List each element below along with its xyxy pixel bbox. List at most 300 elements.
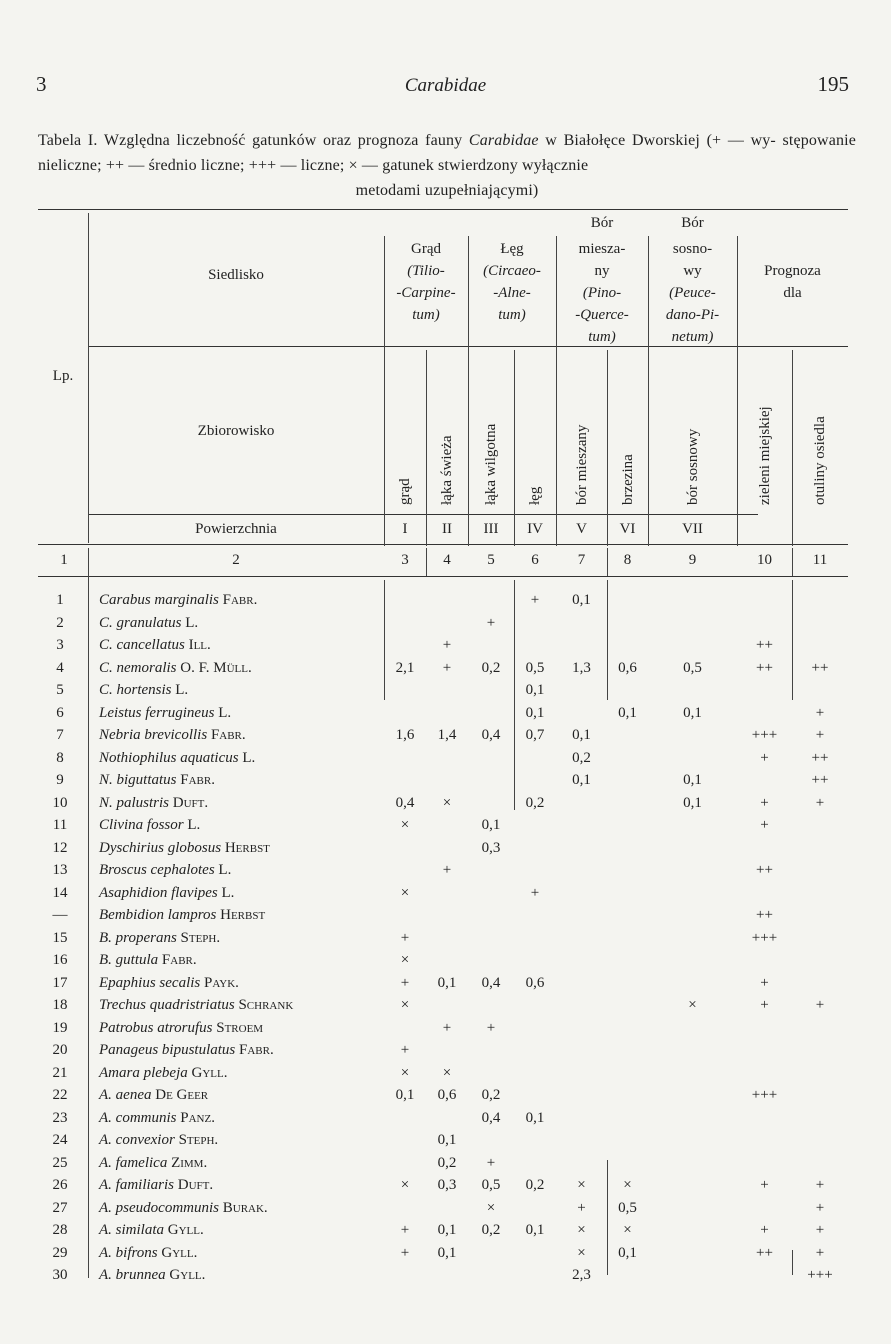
table-row: [0, 657, 891, 679]
species-binomial: Patrobus atrorufus: [99, 1019, 213, 1036]
row-number: 11: [52, 817, 68, 833]
species-name: [99, 1062, 227, 1084]
row-number: 19: [52, 1019, 68, 1036]
species-binomial: Leistus ferrugineus: [99, 704, 215, 721]
table-cell: ++: [811, 749, 829, 766]
table-row: [0, 882, 891, 904]
table-cell: +: [486, 1154, 496, 1171]
table-cell: 1,3: [572, 659, 591, 676]
species-author: Duft.: [177, 1177, 214, 1193]
species-name: [99, 994, 293, 1016]
species-name: [99, 882, 234, 904]
leg-label: Łęg: [500, 241, 524, 257]
table-cell: +: [815, 794, 825, 811]
species-author: Fabr.: [239, 1042, 274, 1058]
table-cell: 0,5: [481, 1177, 501, 1193]
column-number: 4: [443, 552, 451, 568]
surface-label: VI: [619, 521, 636, 537]
row-number: 25: [52, 1154, 68, 1171]
leg-latin-2: -Alne-: [493, 285, 531, 301]
species-author: L.: [221, 884, 235, 901]
species-binomial: C. cancellatus: [99, 637, 185, 653]
column-number: 10: [757, 552, 772, 568]
surface-label: II: [442, 521, 452, 537]
table-cell: +: [486, 1019, 496, 1036]
grad-label: Grąd: [411, 241, 441, 257]
table-cell: +: [815, 1199, 825, 1216]
row-number: 2: [56, 614, 64, 631]
table-cell: ×: [623, 1222, 632, 1238]
species-name: [99, 927, 220, 949]
species-author: Schrank: [238, 997, 294, 1013]
table-row: [0, 702, 891, 724]
table-row: [0, 949, 891, 971]
community-label: brzezina: [619, 454, 636, 505]
table-cell: ×: [623, 1177, 632, 1193]
table-cell: 0,1: [395, 1087, 415, 1103]
surface-label: V: [576, 521, 587, 537]
column-number: 7: [577, 552, 586, 568]
surface-label: I: [402, 521, 408, 537]
page-number: 195: [817, 72, 849, 96]
row-number: 1: [56, 592, 64, 608]
section-number: 3: [36, 72, 47, 96]
species-binomial: A. communis: [99, 1109, 177, 1126]
table-cell: 0,1: [437, 974, 457, 991]
header-zbiorowisko: Zbiorowisko: [197, 423, 275, 439]
species-binomial: Nebria brevicollis: [99, 727, 208, 743]
bs-latin-1: (Peuce-: [669, 285, 716, 301]
table-cell: 1,4: [437, 727, 457, 743]
table-cell: 0,7: [525, 727, 545, 743]
row-number: 16: [52, 952, 68, 968]
species-binomial: N. biguttatus: [99, 772, 177, 788]
species-author: Ill.: [188, 637, 211, 653]
species-binomial: C. granulatus: [99, 614, 182, 631]
row-number: 30: [52, 1267, 68, 1283]
table-cell: 0,2: [481, 1222, 501, 1238]
community-label: grąd: [397, 478, 413, 505]
species-name: [99, 612, 198, 634]
table-row: [0, 1264, 891, 1286]
species-name: [99, 1107, 215, 1129]
row-number: 3: [56, 637, 64, 653]
species-author: Gyll.: [169, 1267, 206, 1283]
table-cell: +: [815, 1244, 825, 1261]
species-binomial: A. similata: [99, 1222, 165, 1238]
species-binomial: Carabus marginalis: [99, 592, 219, 608]
caption-text-cont: w Białołęce Dworskiej (+ — wy-: [538, 132, 776, 149]
row-number: 27: [52, 1199, 68, 1216]
species-author: Fabr.: [161, 952, 197, 968]
table-cell: ++: [756, 907, 773, 923]
row-number: —: [52, 907, 68, 923]
species-name: [99, 1264, 205, 1286]
table-cell: 0,1: [525, 1222, 545, 1238]
table-cell: +++: [751, 1087, 778, 1103]
bs-label-1: Bór: [681, 215, 704, 231]
table-cell: 0,5: [683, 659, 702, 676]
grad-latin-3: tum): [412, 307, 440, 323]
species-binomial: Amara plebeja: [99, 1064, 188, 1081]
table-cell: +: [760, 997, 769, 1013]
species-author: Stroem: [216, 1019, 264, 1036]
community-label: łęg: [527, 486, 543, 505]
table-cell: ×: [688, 997, 697, 1013]
table-cell: +: [400, 1222, 410, 1238]
row-number: 7: [56, 727, 64, 743]
row-number: 10: [52, 794, 68, 811]
table-cell: 0,2: [572, 749, 591, 766]
species-author: Gyll.: [191, 1064, 228, 1081]
prognoza-label: Prognoza: [764, 263, 821, 279]
table-cell: ++: [756, 659, 773, 676]
row-number: 23: [52, 1109, 68, 1126]
species-binomial: A. familiaris: [99, 1177, 175, 1193]
table-cell: +: [442, 862, 452, 878]
table-cell: 0,6: [618, 659, 637, 676]
table-cell: ++: [811, 772, 829, 788]
species-name: [99, 859, 231, 881]
row-number: 5: [56, 682, 64, 698]
species-binomial: N. palustris: [99, 794, 170, 811]
grad-latin-1: (Tilio-: [407, 263, 445, 279]
species-name: [99, 679, 188, 701]
table-cell: 0,2: [481, 659, 501, 676]
column-number: 6: [531, 552, 539, 568]
species-binomial: Epaphius secalis: [99, 974, 201, 991]
row-number: 18: [52, 997, 68, 1013]
species-author: Burak.: [222, 1199, 268, 1216]
bm-label-3: ny: [594, 263, 610, 279]
species-name: [99, 1174, 213, 1196]
row-number: 21: [52, 1064, 68, 1081]
bs-latin-2: dano-Pi-: [665, 307, 720, 323]
table-row: [0, 747, 891, 769]
table-row: [0, 814, 891, 836]
row-number: 26: [52, 1177, 68, 1193]
species-author: Fabr.: [180, 772, 215, 788]
community-label: otuliny osiedla: [812, 416, 828, 505]
species-author: De Geer: [155, 1087, 209, 1103]
table-row: [0, 1242, 891, 1264]
table-cell: +: [486, 614, 496, 631]
table-cell: 0,1: [572, 592, 591, 608]
species-binomial: A. famelica: [99, 1154, 168, 1171]
bm-latin-1: (Pino-: [582, 285, 622, 301]
table-cell: 2,1: [395, 659, 415, 676]
row-number: 13: [52, 862, 68, 878]
species-binomial: A. brunnea: [99, 1267, 166, 1283]
species-author: L.: [187, 817, 201, 833]
table-cell: ×: [442, 1064, 452, 1081]
table-cell: +: [815, 704, 825, 721]
column-number: 2: [232, 552, 240, 568]
column-number: 9: [688, 552, 697, 568]
species-author: Panz.: [180, 1109, 215, 1126]
row-number: 6: [56, 704, 64, 721]
table-cell: +: [760, 1177, 769, 1193]
species-binomial: Clivina fossor: [99, 817, 184, 833]
table-cell: 0,1: [618, 1244, 637, 1261]
column-number: 5: [487, 552, 495, 568]
table-cell: +: [760, 1222, 769, 1238]
table-cell: +: [815, 1222, 825, 1238]
species-binomial: Asaphidion flavipes: [99, 884, 218, 901]
table-cell: ×: [577, 1222, 586, 1238]
row-number: 29: [52, 1244, 68, 1261]
table-cell: 0,1: [683, 772, 702, 788]
species-name: [99, 634, 211, 656]
table-cell: +: [815, 997, 825, 1013]
species-binomial: A. aenea: [99, 1087, 152, 1103]
prognoza-dla: dla: [783, 285, 802, 301]
running-title: Carabidae: [404, 75, 487, 96]
species-name: [99, 657, 252, 679]
species-author: L.: [242, 749, 256, 766]
species-author: Herbst: [224, 839, 270, 856]
species-name: [99, 814, 200, 836]
species-name: [99, 589, 257, 611]
table-cell: +: [400, 929, 410, 946]
caption-text: Tabela I. Względna liczebność gatunków oraz prognoza fauny: [38, 132, 469, 149]
table-row: [0, 1152, 891, 1174]
table-cell: ×: [400, 884, 410, 901]
table-cell: ++: [756, 862, 773, 878]
table-row: [0, 1062, 891, 1084]
column-number: 11: [812, 552, 828, 568]
row-number: 24: [52, 1132, 68, 1148]
table-cell: 0,3: [481, 839, 501, 856]
table-row: [0, 724, 891, 746]
column-number: 8: [623, 552, 632, 568]
table-row: [0, 1039, 891, 1061]
community-label: bór mieszany: [573, 424, 590, 505]
table-cell: 0,1: [572, 772, 591, 788]
table-cell: 0,4: [395, 794, 415, 811]
species-name: [99, 1017, 263, 1039]
table-cell: +: [530, 592, 540, 608]
species-name: [99, 769, 215, 791]
table-cell: ×: [400, 817, 410, 833]
surface-label: III: [483, 521, 499, 537]
table-cell: +++: [807, 1267, 833, 1283]
table-cell: ×: [577, 1177, 586, 1193]
row-number: 20: [52, 1042, 68, 1058]
table-cell: 0,1: [572, 727, 591, 743]
species-author: Herbst: [220, 907, 266, 923]
table-cell: 0,2: [525, 1177, 545, 1193]
table-cell: +: [577, 1199, 586, 1216]
table-row: [0, 837, 891, 859]
table-cell: +: [760, 749, 769, 766]
table-row: [0, 1219, 891, 1241]
table-cell: ++: [756, 637, 773, 653]
header-lp: Lp.: [52, 368, 74, 384]
table-cell: ++: [756, 1244, 773, 1261]
table-cell: +++: [751, 929, 778, 946]
species-author: Duft.: [172, 794, 209, 811]
species-name: [99, 949, 197, 971]
bm-label-1: Bór: [590, 215, 614, 231]
grad-latin-2: -Carpine-: [396, 285, 456, 301]
table-cell: 0,1: [683, 704, 702, 721]
species-binomial: Panageus bipustulatus: [99, 1042, 236, 1058]
column-number: 3: [401, 552, 409, 568]
table-cell: 0,5: [618, 1199, 637, 1216]
row-number: 17: [52, 974, 68, 991]
table-row: [0, 859, 891, 881]
bs-latin-3: netum): [671, 329, 714, 345]
species-author: Gyll.: [161, 1244, 198, 1261]
species-binomial: A. bifrons: [99, 1244, 158, 1261]
species-author: Steph.: [178, 1132, 219, 1148]
species-binomial: Nothiophilus aquaticus: [99, 749, 239, 766]
species-author: Zimm.: [171, 1154, 208, 1171]
table-cell: +: [760, 974, 769, 991]
header-siedlisko: Siedlisko: [208, 267, 264, 283]
species-binomial: B. guttula: [99, 952, 159, 968]
table-cell: ×: [400, 997, 410, 1013]
species-name: [99, 1129, 218, 1151]
species-name: [99, 972, 239, 994]
species-author: L.: [218, 862, 232, 878]
species-author: L.: [175, 682, 189, 698]
table-cell: 0,4: [481, 727, 501, 743]
species-binomial: C. nemoralis: [99, 659, 177, 676]
surface-label: VII: [682, 521, 703, 537]
table-cell: ++: [811, 659, 829, 676]
species-binomial: Dyschirius globosus: [99, 839, 222, 856]
table-row: [0, 589, 891, 611]
species-name: [99, 1219, 204, 1241]
table-cell: 0,1: [437, 1244, 457, 1261]
table-cell: 0,5: [525, 659, 545, 676]
table-cell: 1,6: [395, 727, 415, 743]
table-cell: 0,1: [618, 704, 637, 721]
table-row: [0, 1129, 891, 1151]
table-cell: +: [760, 794, 769, 811]
row-number: 15: [52, 929, 68, 946]
table-cell: +: [815, 727, 825, 743]
table-cell: 0,1: [437, 1222, 457, 1238]
table-cell: +: [442, 637, 452, 653]
table-cell: ×: [400, 952, 410, 968]
column-number: 1: [60, 552, 68, 568]
species-binomial: B. properans: [99, 929, 177, 946]
table-row: [0, 1197, 891, 1219]
table-cell: 2,3: [572, 1267, 591, 1283]
table-cell: +: [400, 974, 410, 991]
bm-latin-3: tum): [588, 329, 616, 345]
species-author: L.: [185, 614, 199, 631]
species-name: [99, 1197, 268, 1219]
species-name: [99, 1039, 274, 1061]
table-cell: 0,1: [525, 704, 545, 721]
table-cell: +: [760, 817, 769, 833]
table-cell: 0,4: [481, 974, 501, 991]
table-row: [0, 994, 891, 1016]
table-cell: 0,6: [525, 974, 545, 991]
table-cell: 0,6: [437, 1087, 457, 1103]
table-cell: ×: [577, 1244, 586, 1261]
table-cell: ×: [400, 1177, 410, 1193]
surface-label: IV: [527, 521, 543, 537]
table-caption: [38, 128, 856, 203]
species-author: Fabr.: [210, 727, 246, 743]
table-row: [0, 1107, 891, 1129]
species-name: [99, 702, 231, 724]
species-binomial: C. hortensis: [99, 682, 172, 698]
table-cell: +++: [751, 727, 778, 743]
table-cell: 0,2: [481, 1087, 501, 1103]
row-number: 14: [52, 884, 68, 901]
species-name: [99, 1152, 207, 1174]
leg-latin-1: (Circaeo-: [483, 263, 541, 279]
table-cell: 0,1: [525, 1109, 545, 1126]
table-cell: +: [442, 659, 452, 676]
community-label: bór sosnowy: [684, 428, 701, 505]
table-row: [0, 679, 891, 701]
species-name: [99, 792, 208, 814]
table-cell: 0,2: [437, 1154, 457, 1171]
table-row: [0, 769, 891, 791]
species-author: Steph.: [180, 929, 221, 946]
species-name: [99, 724, 246, 746]
species-binomial: A. pseudocommunis: [99, 1199, 219, 1216]
table-cell: +: [442, 1019, 452, 1036]
table-row: [0, 792, 891, 814]
species-name: [99, 1242, 197, 1264]
table-cell: ×: [486, 1199, 496, 1216]
table-cell: +: [400, 1042, 410, 1058]
bm-latin-2: -Querce-: [575, 307, 629, 323]
table-cell: +: [400, 1244, 410, 1261]
table-row: [0, 972, 891, 994]
community-label: łąka świeża: [439, 435, 455, 505]
species-name: [99, 1084, 208, 1106]
table-cell: 0,1: [683, 794, 702, 811]
table-cell: +: [530, 884, 540, 901]
table-cell: +: [815, 1177, 825, 1193]
bs-label-2: sosno-: [672, 241, 713, 257]
row-number: 12: [52, 839, 68, 856]
species-author: L.: [218, 704, 232, 721]
species-author: Fabr.: [222, 592, 258, 608]
caption-family: Carabidae: [468, 132, 539, 149]
table-cell: 0,3: [437, 1177, 457, 1193]
row-number: 28: [52, 1222, 68, 1238]
table-row: [0, 1017, 891, 1039]
table-row: [0, 1084, 891, 1106]
table-row: [0, 1174, 891, 1196]
row-number: 9: [56, 772, 64, 788]
table-cell: 0,4: [481, 1109, 501, 1126]
species-binomial: Broscus cephalotes: [99, 862, 215, 878]
table-row: [0, 904, 891, 926]
caption-line-3: metodami uzupełniającymi): [355, 182, 539, 199]
row-number: 4: [56, 659, 64, 676]
species-author: Payk.: [204, 974, 239, 991]
species-name: [99, 747, 255, 769]
bm-label-2: miesza-: [578, 241, 626, 257]
row-number: 22: [52, 1087, 68, 1103]
community-label: zieleni miejskiej: [756, 406, 773, 505]
species-binomial: Trechus quadristriatus: [99, 997, 235, 1013]
table-cell: ×: [400, 1064, 410, 1081]
caption-line-2: stępowanie nieliczne; ++ — średnio liczne; +++ — liczne; × — gatunek stwierdzony wyłącznie: [38, 132, 857, 174]
table-row: [0, 634, 891, 656]
